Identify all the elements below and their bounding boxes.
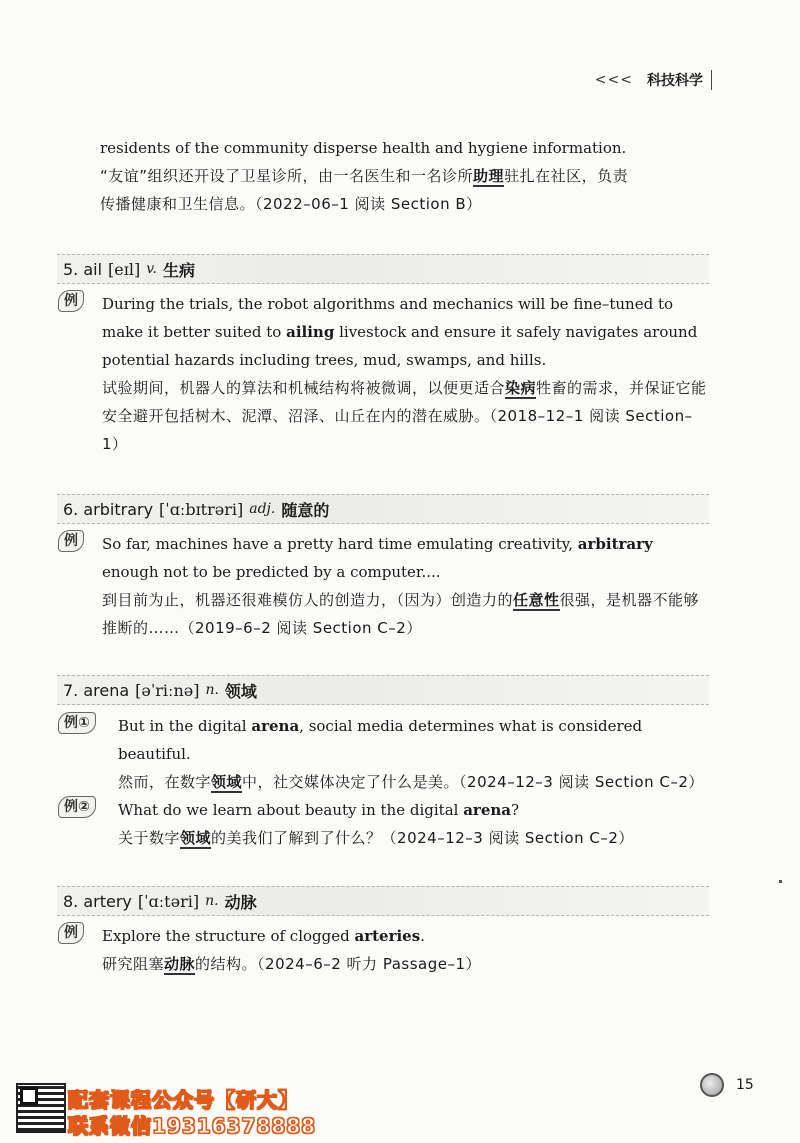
- keyword-cn: 任意性: [513, 591, 560, 609]
- entry-word: 7. arena: [63, 680, 130, 700]
- entry-heading-artery: [57, 886, 709, 916]
- entry-phonetic: [eɪl]: [108, 259, 141, 279]
- example-english: During the trials, the robot algorithms and mechanics will be fine–tuned to make it better suited to ailing livestock and ensure it safely navigates around potential hazards including trees, mud, swamps, and hills.: [102, 295, 698, 369]
- keyword-en: ailing: [286, 323, 335, 341]
- entry-meaning: 随意的: [281, 500, 330, 520]
- keyword-en: arena: [251, 717, 300, 735]
- example-label: 例②: [58, 796, 96, 818]
- entry-word: 6. arbitrary: [63, 499, 154, 519]
- intro-continuation: [60, 134, 710, 218]
- example-artery: [58, 922, 710, 978]
- example-label: 例: [58, 290, 84, 312]
- page-footer: [700, 1073, 754, 1097]
- keyword-cn: 领域: [180, 829, 212, 847]
- entry-heading-arena: [57, 675, 709, 705]
- entry-heading-arbitrary: [57, 494, 709, 524]
- header-arrows: <<<: [594, 72, 633, 88]
- example-label: 例: [58, 530, 84, 552]
- example-english: But in the digital arena, social media determines what is considered beautiful.: [118, 717, 643, 763]
- example-english: Explore the structure of clogged arteries.: [102, 927, 425, 945]
- entry-pos: n.: [205, 682, 219, 698]
- page-circle-icon: [700, 1073, 724, 1097]
- example-chinese: 研究阻塞动脉的结构。（2024–6–2 听力 Passage–1）: [102, 955, 482, 973]
- header-divider: [711, 70, 712, 90]
- entry-meaning: 领域: [224, 681, 257, 701]
- header-category: 科技科学: [647, 73, 703, 89]
- example-english: So far, machines have a pretty hard time emulating creativity, arbitrary enough not to be predicted by a computer....: [102, 535, 653, 581]
- keyword-cn: 染病: [505, 379, 537, 397]
- qr-code-icon: [16, 1083, 66, 1133]
- keyword-cn: 助理: [473, 167, 505, 185]
- example-label: 例①: [58, 712, 96, 734]
- example-arbitrary: [58, 530, 710, 642]
- example-chinese: 试验期间，机器人的算法和机械结构将被微调，以便更适合染病牲畜的需求，并保证它能安全避开包括树木、泥潭、沼泽、山丘在内的潜在威胁。（2018–12–1 阅读 Section–1）: [102, 379, 707, 453]
- entry-meaning: 生病: [162, 260, 195, 280]
- scan-speck: [779, 880, 782, 883]
- example-arena-1: [58, 712, 710, 796]
- entry-pos: n.: [205, 893, 219, 909]
- entry-word: 5. ail: [63, 259, 103, 279]
- keyword-cn: 动脉: [164, 955, 196, 973]
- running-header: [595, 70, 712, 90]
- example-english: What do we learn about beauty in the digital arena?: [118, 801, 520, 819]
- entry-pos: v.: [146, 261, 157, 277]
- keyword-en: arbitrary: [577, 535, 653, 553]
- example-ail: [58, 290, 710, 458]
- keyword-cn: 领域: [211, 773, 243, 791]
- intro-english: residents of the community disperse health and hygiene information.: [100, 139, 627, 157]
- entry-meaning: 动脉: [224, 892, 257, 912]
- intro-chinese-source: 传播健康和卫生信息。（2022–06–1 阅读 Section B）: [100, 195, 482, 213]
- example-chinese: 到目前为止，机器还很难模仿人的创造力，（因为）创造力的任意性很强，是机器不能够推断的……（2019–6–2 阅读 Section C–2）: [102, 591, 700, 637]
- entry-phonetic: [ˈɑːbɪtrəri]: [159, 499, 244, 519]
- promo-line-2: 联系微信19316378888: [68, 1114, 317, 1138]
- example-chinese: 然而，在数字领域中，社交媒体决定了什么是美。（2024–12–3 阅读 Section C–2）: [118, 773, 704, 791]
- promo-line-1: 配套课程公众号【研大】: [68, 1088, 299, 1112]
- intro-chinese: “友谊”组织还开设了卫星诊所，由一名医生和一名诊所助理驻扎在社区，负责: [100, 167, 629, 185]
- entry-phonetic: [əˈriːnə]: [135, 680, 200, 700]
- keyword-en: arena: [463, 801, 511, 819]
- example-label: 例: [58, 922, 84, 944]
- page-number: 15: [736, 1077, 754, 1093]
- entry-pos: adj.: [249, 501, 276, 517]
- example-arena-2: [58, 796, 710, 852]
- keyword-en: arteries: [354, 927, 421, 945]
- entry-word: 8. artery: [63, 891, 132, 911]
- example-chinese: 关于数字领域的美我们了解到了什么？（2024–12–3 阅读 Section C–2）: [118, 829, 634, 847]
- entry-phonetic: [ˈɑːtəri]: [137, 891, 200, 911]
- entry-heading-ail: [57, 254, 709, 284]
